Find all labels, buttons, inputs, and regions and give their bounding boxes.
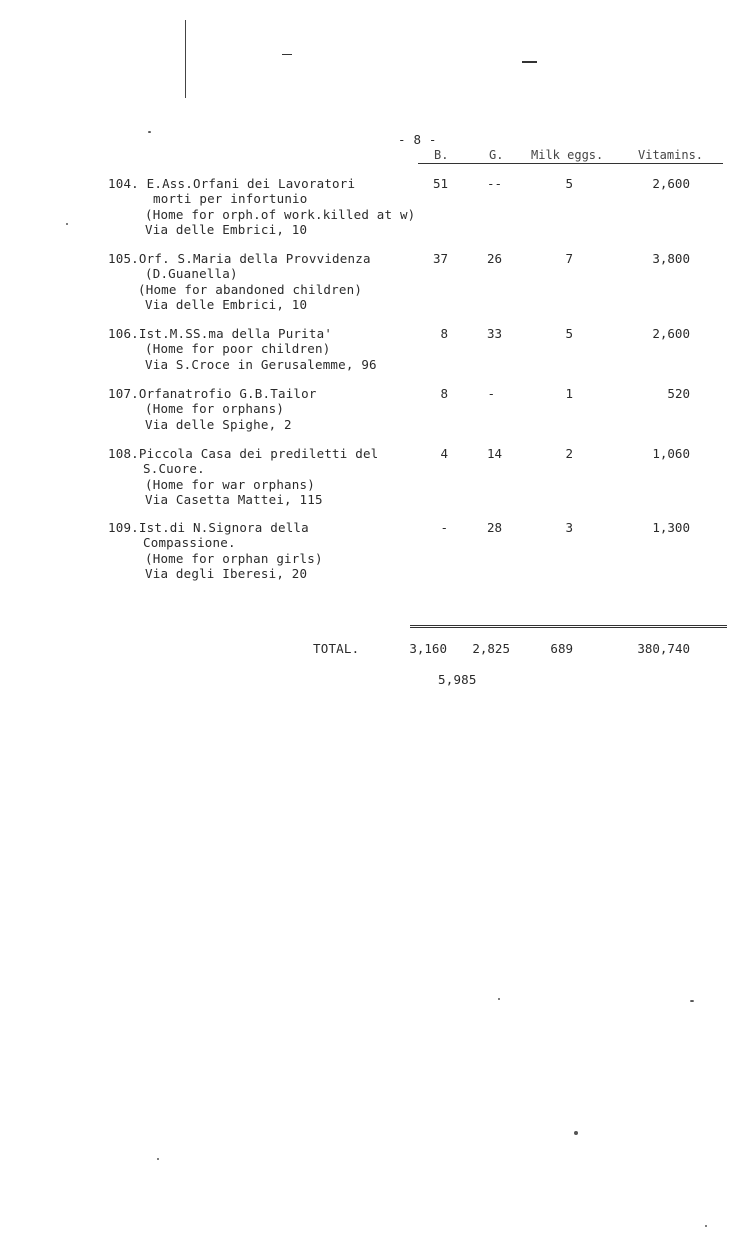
boys-count: 8 — [440, 326, 448, 341]
institution-name-cont: Compassione. — [143, 535, 236, 550]
total-boys: 3,160 — [409, 641, 447, 656]
column-header-vitamins: Vitamins. — [638, 148, 704, 162]
scan-mark — [148, 131, 151, 133]
vitamins-count: 3,800 — [652, 251, 690, 266]
institution-name-cont: (D.Guanella) — [145, 266, 238, 281]
girls-count: 14 — [486, 446, 502, 461]
girls-count: 33 — [486, 326, 502, 341]
total-girls: 2,825 — [472, 641, 510, 656]
column-header-milk-eggs: Milk eggs. — [531, 148, 604, 162]
milk-eggs-count: 5 — [565, 176, 573, 191]
scan-speck — [690, 1000, 694, 1002]
milk-eggs-count: 7 — [565, 251, 573, 266]
institution-name: 104. E.Ass.Orfani dei Lavoratori — [108, 176, 356, 191]
scan-speck — [66, 223, 68, 225]
header-underline — [418, 163, 723, 164]
totals-rule — [410, 625, 727, 626]
institution-name: 107.Orfanatrofio G.B.Tailor — [108, 386, 317, 401]
girls-count: 28 — [486, 520, 502, 535]
milk-eggs-count: 3 — [565, 520, 573, 535]
scan-speck — [705, 1225, 707, 1227]
vitamins-count: 520 — [667, 386, 690, 401]
institution-name-cont: S.Cuore. — [143, 461, 205, 476]
page-number: - 8 - — [398, 132, 437, 147]
vitamins-count: 1,300 — [652, 520, 690, 535]
milk-eggs-count: 1 — [565, 386, 573, 401]
total-milk-eggs: 689 — [550, 641, 573, 656]
institution-name: 106.Ist.M.SS.ma della Purita' — [108, 326, 333, 341]
girls-count: 26 — [486, 251, 502, 266]
institution-description: (Home for orph.of work.killed at w) — [145, 207, 416, 222]
scan-mark — [282, 54, 292, 55]
institution-description: (Home for poor children) — [145, 341, 331, 356]
boys-count: 37 — [432, 251, 448, 266]
institution-address: Via delle Spighe, 2 — [145, 417, 292, 432]
milk-eggs-count: 2 — [565, 446, 573, 461]
girls-count: -- — [486, 176, 502, 191]
boys-count: 4 — [440, 446, 448, 461]
boys-count: - — [440, 520, 448, 535]
scan-speck — [157, 1158, 159, 1160]
institution-address: Via delle Embrici, 10 — [145, 222, 308, 237]
institution-address: Via delle Embrici, 10 — [145, 297, 308, 312]
scan-mark — [185, 20, 186, 98]
total-label: TOTAL. — [313, 641, 360, 656]
totals-rule — [410, 627, 727, 628]
institution-name-cont: morti per infortunio — [153, 191, 308, 206]
institution-description: (Home for orphan girls) — [145, 551, 323, 566]
institution-name: 108.Piccola Casa dei prediletti del — [108, 446, 379, 461]
institution-name: 105.Orf. S.Maria della Provvidenza — [108, 251, 371, 266]
institution-address: Via Casetta Mattei, 115 — [145, 492, 323, 507]
institution-name: 109.Ist.di N.Signora della — [108, 520, 309, 535]
institution-description: (Home for war orphans) — [145, 477, 315, 492]
girls-count: - — [487, 386, 495, 401]
institution-address: Via S.Croce in Gerusalemme, 96 — [145, 357, 377, 372]
scan-speck — [574, 1131, 578, 1135]
column-header-boys: B. — [434, 148, 449, 162]
boys-count: 51 — [432, 176, 448, 191]
boys-count: 8 — [440, 386, 448, 401]
milk-eggs-count: 5 — [565, 326, 573, 341]
institution-description: (Home for orphans) — [145, 401, 285, 416]
vitamins-count: 2,600 — [652, 326, 690, 341]
institution-description: (Home for abandoned children) — [138, 282, 363, 297]
vitamins-count: 1,060 — [652, 446, 690, 461]
scan-speck — [498, 998, 500, 1000]
institution-address: Via degli Iberesi, 20 — [145, 566, 308, 581]
total-vitamins: 380,740 — [637, 641, 690, 656]
scan-mark — [522, 61, 537, 63]
total-children-combined: 5,985 — [438, 672, 477, 687]
column-header-girls: G. — [489, 148, 504, 162]
vitamins-count: 2,600 — [652, 176, 690, 191]
